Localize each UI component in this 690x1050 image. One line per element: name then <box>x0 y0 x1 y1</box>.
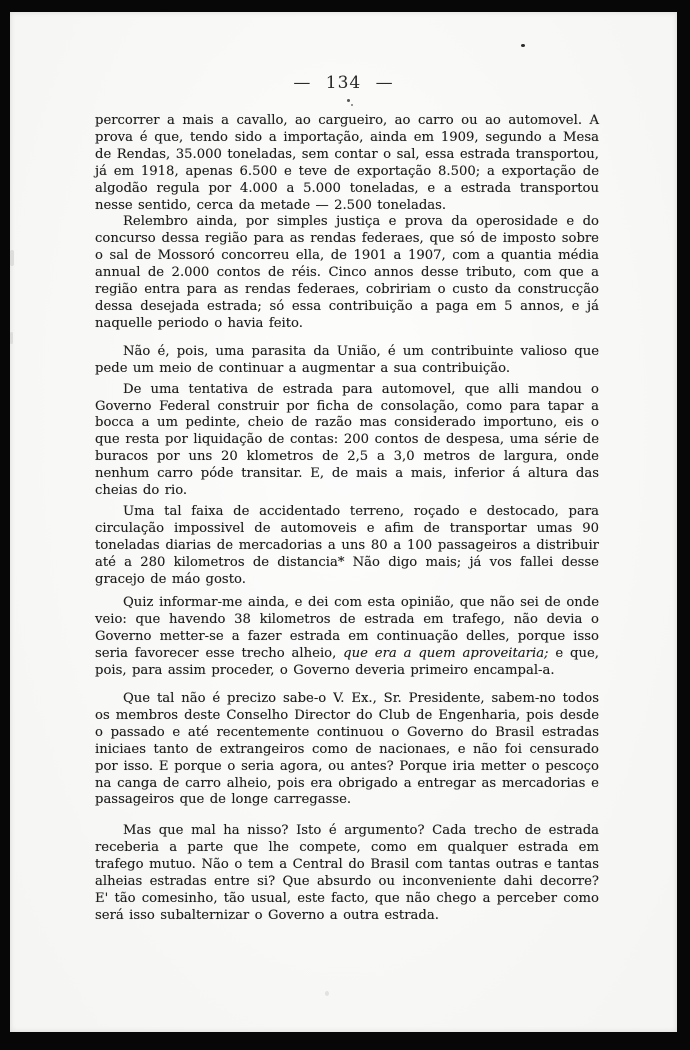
text-block <box>95 113 599 925</box>
scan-speck <box>521 44 525 47</box>
paragraph: Mas que mal ha nisso? Isto é argumento? Cada trecho de estrada receberia a parte que lhe compete, como em qualquer estrada em trafego mutuo. Não o tem a Central do Brasil com tantas outras e tantas alheias estradas entre si? Que absurdo ou inconveniente dahi decorre? E' tão comesinho, tão usual, este facto, que não chego a perceber como será isso subalternizar o Governo a outra estrada. <box>95 823 599 923</box>
paragraph-text: Quiz informar-me ainda, e dei com esta opinião, que não sei de onde veio: que havendo 38 kilometros de estrada em trafego, não devia o Governo metter-se a fazer estrada em continuação delles, porque isso seria favorecer esse trecho alheio, <box>95 595 599 662</box>
scan-speck <box>325 991 329 996</box>
paragraph: De uma tentativa de estrada para automovel, que alli mandou o Governo Federal construir por ficha de consolação, como para tapar a bocca a um pedinte, cheio de razão mas considerado importuno, eis o que resta por liquidação de contas: 200 contos de despesa, uma série de buracos por uns 20 klometros de 2,5 a 3,0 metros de largura, onde nenhum carro póde transitar. E, de mais a mais, inferior á altura das cheias do rio. <box>95 381 599 499</box>
scan-speck <box>347 99 350 102</box>
paragraph: Relembro ainda, por simples justiça e prova da operosidade e do concurso dessa região para as rendas federaes, que só de imposto sobre o sal de Mossoró concorreu ella, de 1901 a 1907, com a quantia média annual de 2.000 contos de réis. Cinco annos desse tributo, com que a região entra para as rendas federaes, cobririam o custo da construcção dessa desejada estrada; só essa contribuição a paga em 5 annos, e já naquelle periodo o havia feito. <box>95 214 599 331</box>
paragraph <box>95 595 599 680</box>
paragraph: Não é, pois, uma parasita da União, é um contribuinte valioso que pede um meio de continuar a augmentar a sua contribuição. <box>95 343 599 376</box>
paragraph: Uma tal faixa de accidentado terreno, roçado e destocado, para circulação impossivel de automoveis e afim de transportar umas 90 toneladas diarias de mercadorias a uns 80 a 100 passageiros a distribuir até a 280 kilometros de distancia* Não digo mais; já vos fallei desse gracejo de máo gosto. <box>95 503 599 587</box>
scan-speck <box>351 104 353 106</box>
paragraph-continuation: percorrer a mais a cavallo, ao cargueiro, ao carro ou ao automovel. A prova é que, tendo sido a importação, ainda em 1909, segundo a Mesa de Rendas, 35.000 toneladas, sem contar o sal, essa estrada transportou, já em 1918, apenas 6.500 e teve de exportação 8.500; a exportação de algodão regula por 4.000 a 5.000 toneladas, e a estrada transportou nesse sentido, cerca da metade — 2.500 toneladas. <box>95 113 599 213</box>
page-number: — 134 — <box>293 73 394 93</box>
document-page <box>10 12 677 1032</box>
scan-smudge <box>10 250 14 266</box>
paragraph-text: e que, pois, para assim proceder, o Governo deveria primeiro encampal-a. <box>95 646 599 679</box>
paragraph: Que tal não é precizo sabe-o V. Ex., Sr. Presidente, sabem-no todos os membros deste Conselho Director do Club de Engenharia, pois desde o passado e até recentemente continuou o Governo do Brasil estradas iniciaes tanto de extrangeiros como de nacionaes, e não foi censurado por isso. E porque o seria agora, ou antes? Porque iria metter o pescoço na canga de carro alheio, pois era obrigado a entregar as mercadorias e passageiros que de longe carregasse. <box>95 691 599 808</box>
scan-smudge <box>10 332 13 344</box>
italic-phrase: que era a quem aproveitaria; <box>343 646 549 662</box>
